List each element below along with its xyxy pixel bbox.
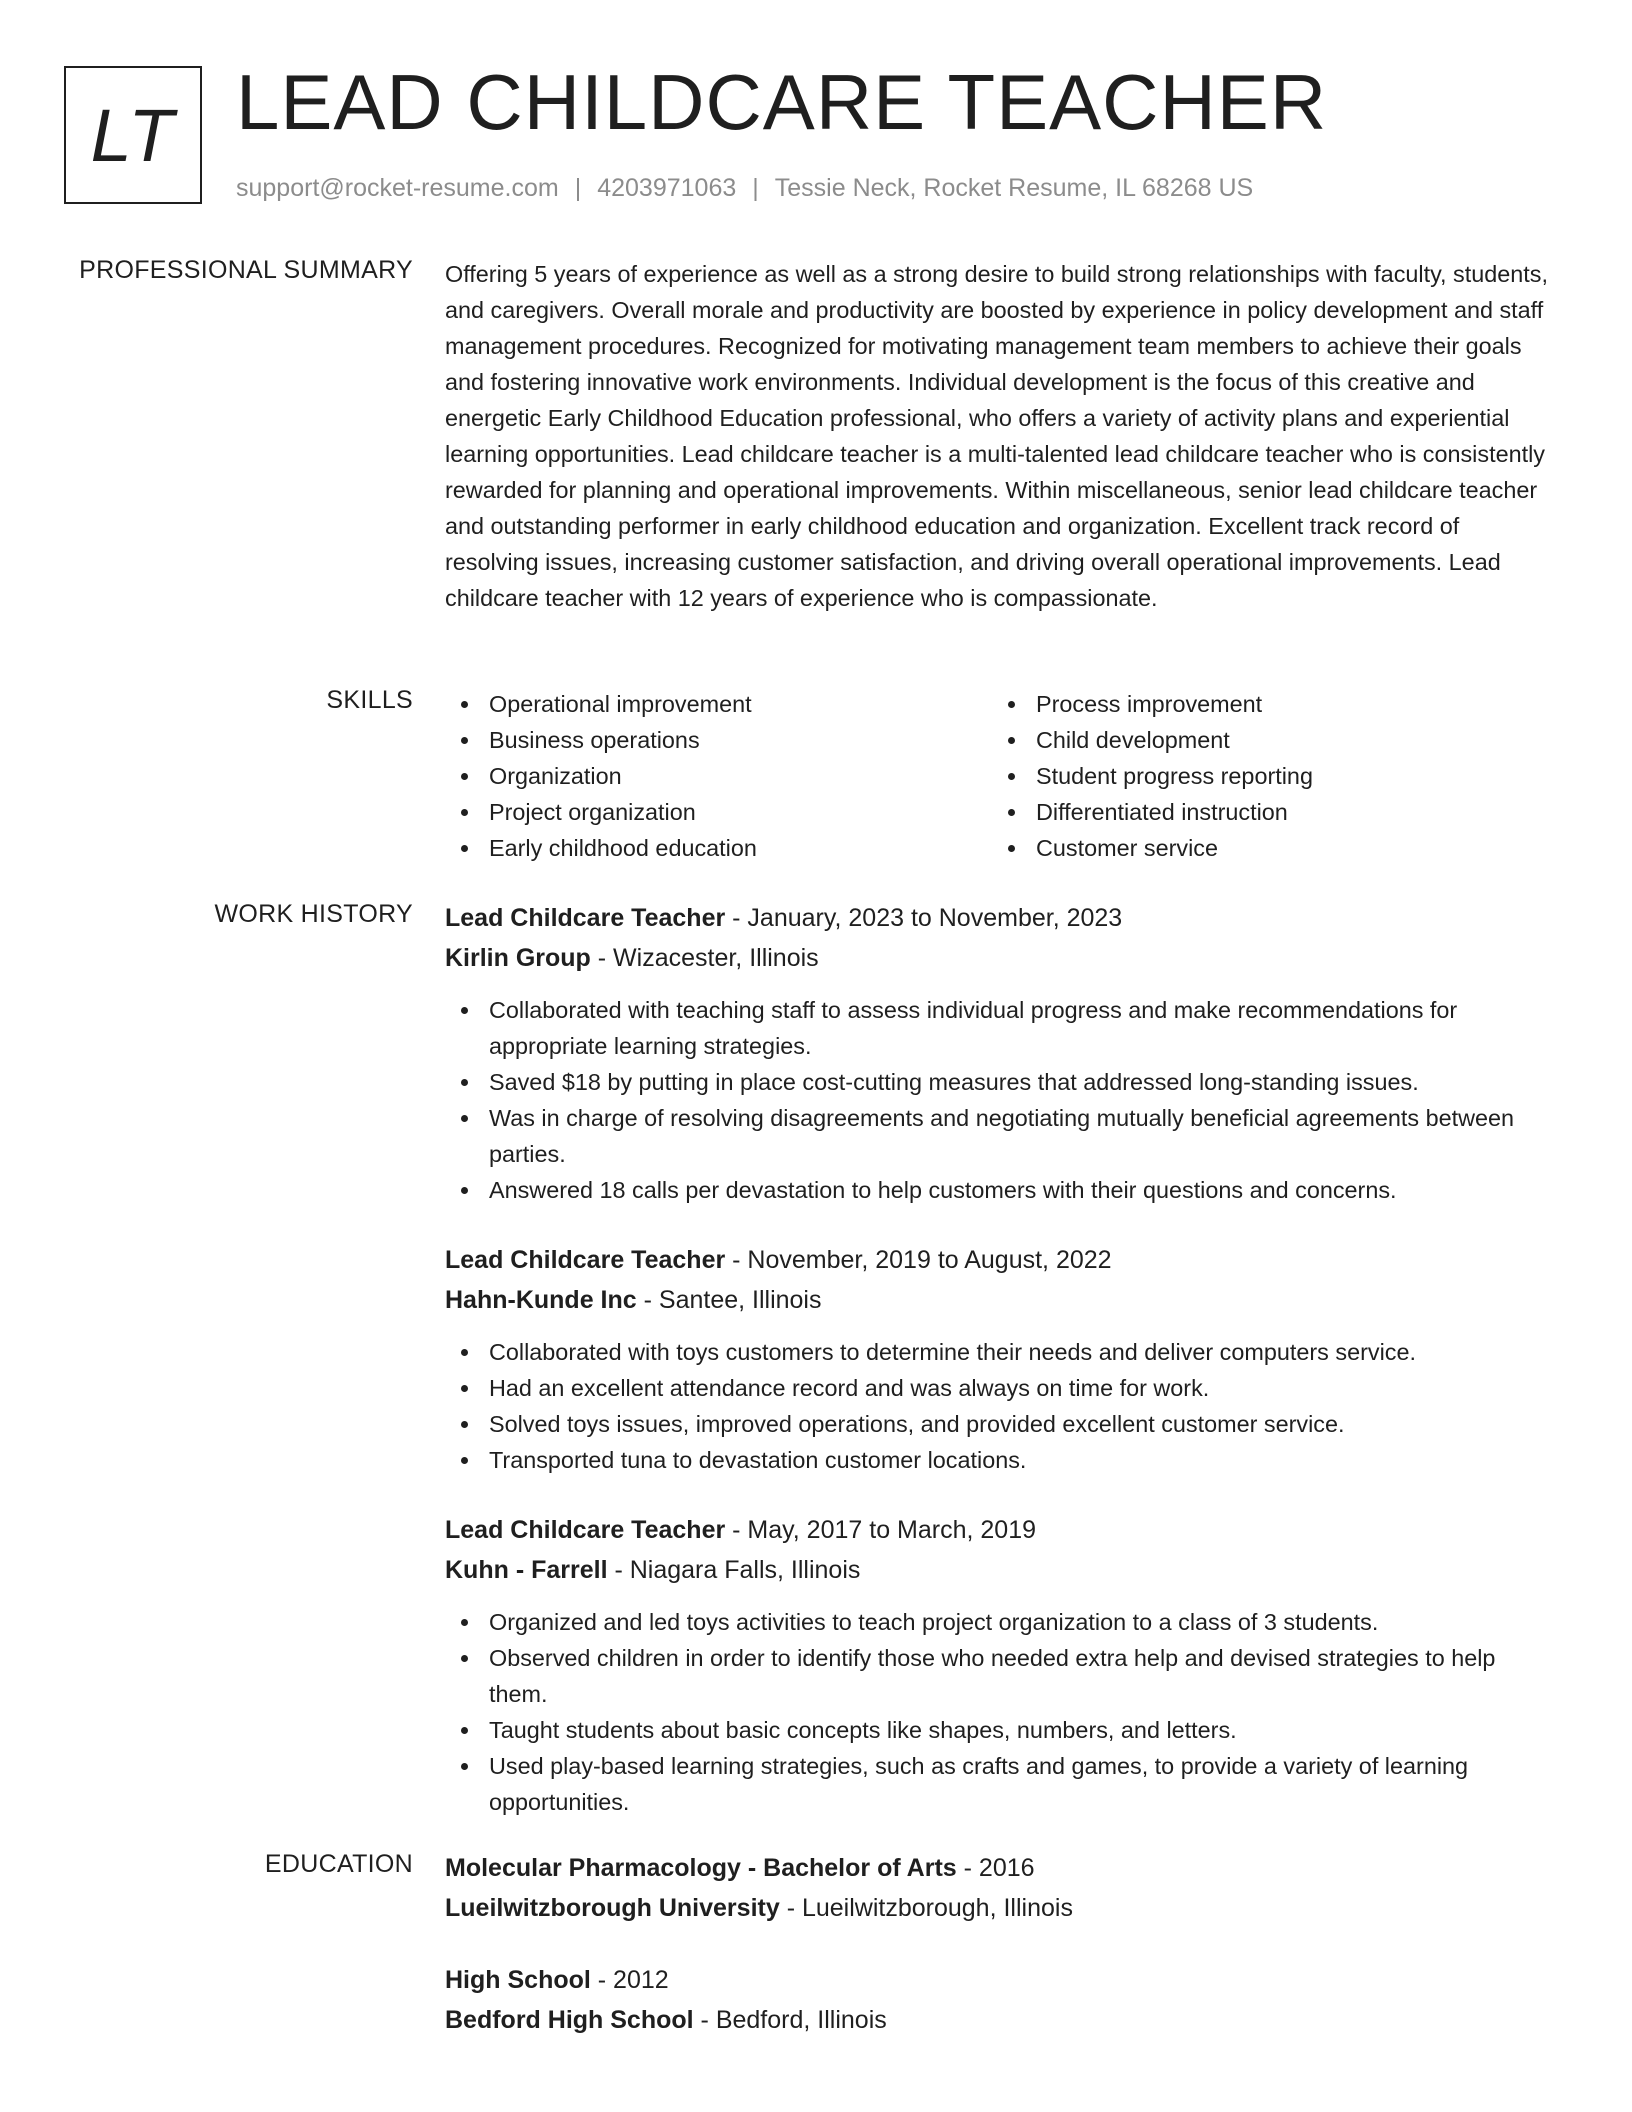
work-history-body: [445, 898, 1555, 1852]
job-location: - Santee, Illinois: [636, 1286, 822, 1314]
contact-separator: |: [752, 174, 759, 202]
skill-item: Customer service: [992, 830, 1313, 866]
skill-item: Organization: [445, 758, 757, 794]
education-year: - 2012: [590, 1966, 669, 1994]
job-bullet: Observed children in order to identify those who needed extra help and devised strategies to help them.: [445, 1640, 1555, 1712]
skill-item: Project organization: [445, 794, 757, 830]
section-heading: WORK HISTORY: [214, 900, 413, 928]
job-bullets: [445, 992, 1555, 1208]
job-company-line: [445, 938, 1555, 978]
job-title: Lead Childcare Teacher: [445, 904, 726, 932]
job-title-line: [445, 1510, 1555, 1550]
education-degree: Molecular Pharmacology - Bachelor of Arts: [445, 1854, 957, 1882]
job-company: Hahn-Kunde Inc: [445, 1286, 637, 1314]
contact-address: Tessie Neck, Rocket Resume, IL 68268 US: [774, 174, 1254, 202]
education-entry: [445, 1848, 1555, 1928]
job-bullet: Collaborated with toys customers to determine their needs and deliver computers service.: [445, 1334, 1555, 1370]
job-company-line: [445, 1280, 1555, 1320]
skill-item: Differentiated instruction: [992, 794, 1313, 830]
monogram-logo: LT: [64, 66, 202, 204]
job-title-line: [445, 1240, 1555, 1280]
skills-list-right: [992, 686, 1313, 866]
skill-item: Student progress reporting: [992, 758, 1313, 794]
job-location: - Wizacester, Illinois: [590, 944, 819, 972]
education-body: [445, 1848, 1555, 2072]
job-bullets: [445, 1604, 1555, 1820]
job-bullet: Was in charge of resolving disagreements and negotiating mutually beneficial agreements between parties.: [445, 1100, 1555, 1172]
contact-separator: |: [574, 174, 582, 202]
job-dates: - November, 2019 to August, 2022: [725, 1246, 1112, 1274]
job-company-line: [445, 1550, 1555, 1590]
job-bullet: Used play-based learning strategies, such as crafts and games, to provide a variety of learning opportunities.: [445, 1748, 1555, 1820]
job-dates: - January, 2023 to November, 2023: [725, 904, 1123, 932]
job-title-line: [445, 898, 1555, 938]
job-entry: [445, 1240, 1555, 1478]
section-heading: PROFESSIONAL SUMMARY: [79, 256, 413, 284]
job-bullet: Saved $18 by putting in place cost-cutting measures that addressed long-standing issues.: [445, 1064, 1555, 1100]
job-bullets: [445, 1334, 1555, 1478]
job-company: Kirlin Group: [445, 944, 591, 972]
job-entry: [445, 898, 1555, 1208]
job-bullet: Solved toys issues, improved operations, and provided excellent customer service.: [445, 1406, 1555, 1442]
job-bullet: Had an excellent attendance record and was always on time for work.: [445, 1370, 1555, 1406]
education-degree-line: [445, 1960, 1555, 2000]
job-entry: [445, 1510, 1555, 1820]
job-company: Kuhn - Farrell: [445, 1556, 608, 1584]
education-school: Bedford High School: [445, 2006, 694, 2034]
skill-item: Business operations: [445, 722, 757, 758]
education-year: - 2016: [956, 1854, 1035, 1882]
skill-item: Early childhood education: [445, 830, 757, 866]
job-bullet: Answered 18 calls per devastation to help customers with their questions and concerns.: [445, 1172, 1555, 1208]
education-school: Lueilwitzborough University: [445, 1894, 780, 1922]
contact-email[interactable]: support@rocket-resume.com: [236, 174, 559, 202]
summary-body: [445, 256, 1555, 616]
job-bullet: Collaborated with teaching staff to assess individual progress and make recommendations for appropriate learning strategies.: [445, 992, 1555, 1064]
contact-line: [236, 174, 1253, 203]
skill-item: Child development: [992, 722, 1313, 758]
page-title: LEAD CHILDCARE TEACHER: [236, 58, 1328, 146]
skills-list-left: [445, 686, 757, 866]
education-school-line: [445, 1888, 1555, 1928]
section-heading: EDUCATION: [264, 1850, 413, 1878]
job-bullet: Transported tuna to devastation customer locations.: [445, 1442, 1555, 1478]
section-heading: SKILLS: [326, 686, 413, 714]
education-degree: High School: [445, 1966, 591, 1994]
skill-item: Process improvement: [992, 686, 1313, 722]
education-entry: [445, 1960, 1555, 2040]
education-location: - Bedford, Illinois: [693, 2006, 887, 2034]
education-location: - Lueilwitzborough, Illinois: [779, 1894, 1073, 1922]
job-bullet: Organized and led toys activities to teach project organization to a class of 3 students.: [445, 1604, 1555, 1640]
education-degree-line: [445, 1848, 1555, 1888]
skill-item: Operational improvement: [445, 686, 757, 722]
job-title: Lead Childcare Teacher: [445, 1246, 726, 1274]
education-school-line: [445, 2000, 1555, 2040]
skills-body: [445, 686, 1555, 866]
job-title: Lead Childcare Teacher: [445, 1516, 726, 1544]
summary-text: Offering 5 years of experience as well as a strong desire to build strong relationships with faculty, students, and caregivers. Overall morale and productivity are boosted by experience in policy development and staff management procedures. Recognized for motivating management team members to achieve their goals and fostering innovative work environments. Individual development is the focus of this creative and energetic Early Childhood Education professional, who offers a variety of activity plans and experiential learning opportunities. Lead childcare teacher is a multi-talented lead childcare teacher who is consistently rewarded for planning and operational improvements. Within miscellaneous, senior lead childcare teacher and outstanding performer in early childhood education and organization. Excellent track record of resolving issues, increasing customer satisfaction, and driving overall operational improvements. Lead childcare teacher with 12 years of experience who is compassionate.: [445, 261, 1548, 611]
contact-phone[interactable]: 4203971063: [597, 174, 737, 202]
job-bullet: Taught students about basic concepts like shapes, numbers, and letters.: [445, 1712, 1555, 1748]
job-location: - Niagara Falls, Illinois: [607, 1556, 861, 1584]
job-dates: - May, 2017 to March, 2019: [725, 1516, 1037, 1544]
